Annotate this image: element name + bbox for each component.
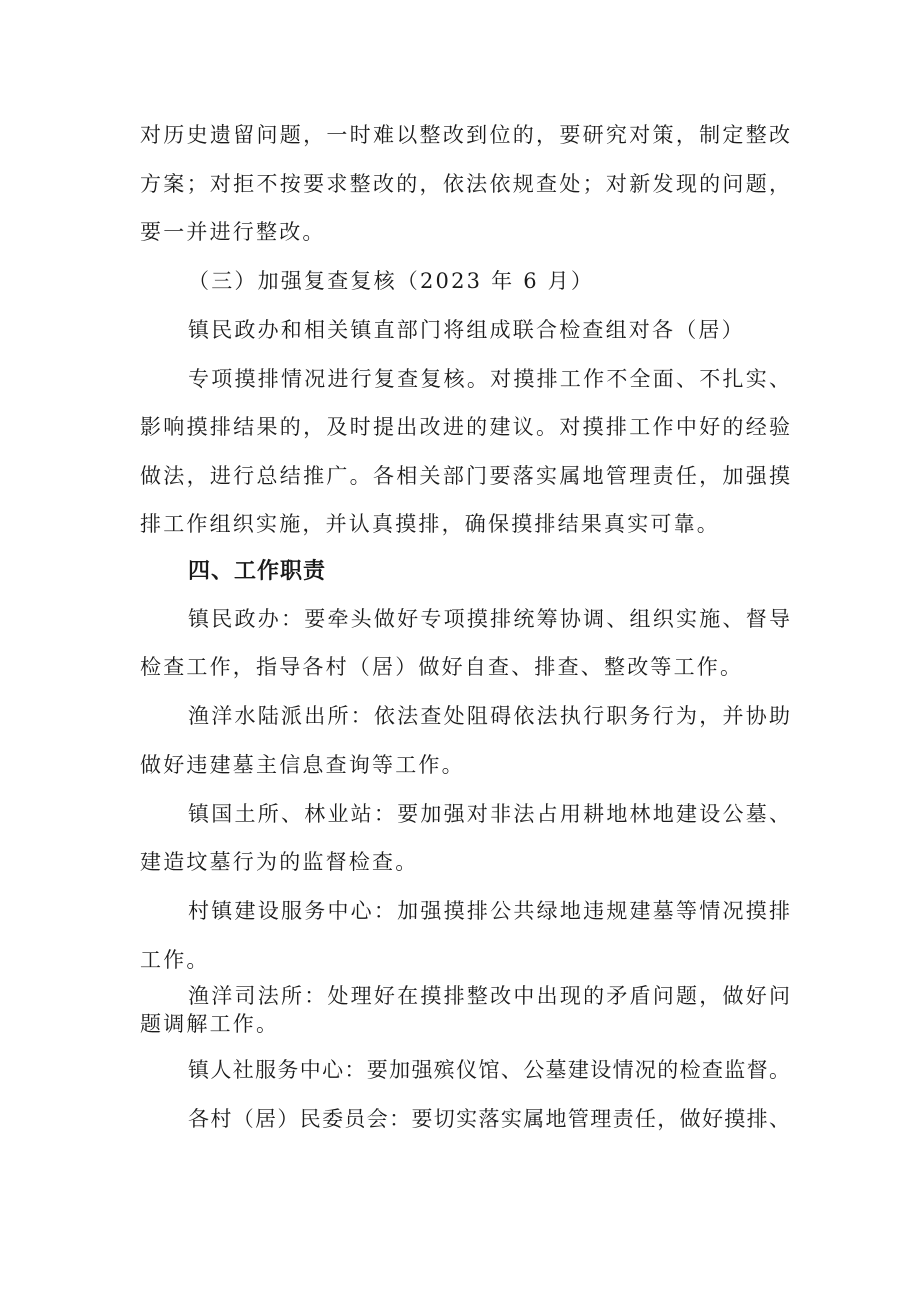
paragraph-line: 专项摸排情况进行复查复核。对摸排工作不全面、不扎实、 (188, 367, 790, 391)
section-subheading: （三）加强复查复核（2023 年 6 月） (188, 269, 595, 293)
paragraph-line: 村镇建设服务中心：加强摸排公共绿地违规建墓等情况摸排 (188, 899, 790, 923)
paragraph-line: 做法，进行总结推广。各相关部门要落实属地管理责任，加强摸 (140, 464, 790, 488)
paragraph-line: 工作。 (140, 948, 210, 972)
paragraph-line: 镇人社服务中心：要加强殡仪馆、公墓建设情况的检查监督。 (188, 1058, 790, 1082)
section-heading: 四、工作职责 (188, 559, 327, 584)
paragraph-line: 排工作组织实施，并认真摸排，确保摸排结果真实可靠。 (140, 512, 720, 536)
paragraph-line: 镇民政办和相关镇直部门将组成联合检查组对各（居） (188, 318, 745, 342)
paragraph-line: 影响摸排结果的，及时提出改进的建议。对摸排工作中好的经验 (140, 415, 790, 439)
paragraph-line: 对历史遗留问题，一时难以整改到位的，要研究对策，制定整改 (140, 123, 790, 147)
paragraph-line: 题调解工作。 (140, 1012, 280, 1036)
paragraph-line: 建造坟墓行为的监督检查。 (140, 850, 419, 874)
paragraph-line: 渔洋司法所：处理好在摸排整改中出现的矛盾问题，做好问 (188, 984, 790, 1008)
paragraph-line: 方案；对拒不按要求整改的，依法依规查处；对新发现的问题， (140, 172, 790, 196)
paragraph-line: 渔洋水陆派出所：依法查处阻碍依法执行职务行为，并协助 (188, 704, 790, 728)
paragraph-line: 镇国土所、林业站：要加强对非法占用耕地林地建设公墓、 (188, 802, 790, 826)
paragraph-line: 检查工作，指导各村（居）做好自查、排查、整改等工作。 (140, 655, 744, 679)
paragraph-line: 各村（居）民委员会：要切实落实属地管理责任，做好摸排、 (188, 1107, 790, 1131)
paragraph-line: 要一并进行整改。 (140, 220, 326, 244)
paragraph-line: 镇民政办：要牵头做好专项摸排统筹协调、组织实施、督导 (188, 607, 790, 631)
paragraph-line: 做好违建墓主信息查询等工作。 (140, 753, 465, 777)
